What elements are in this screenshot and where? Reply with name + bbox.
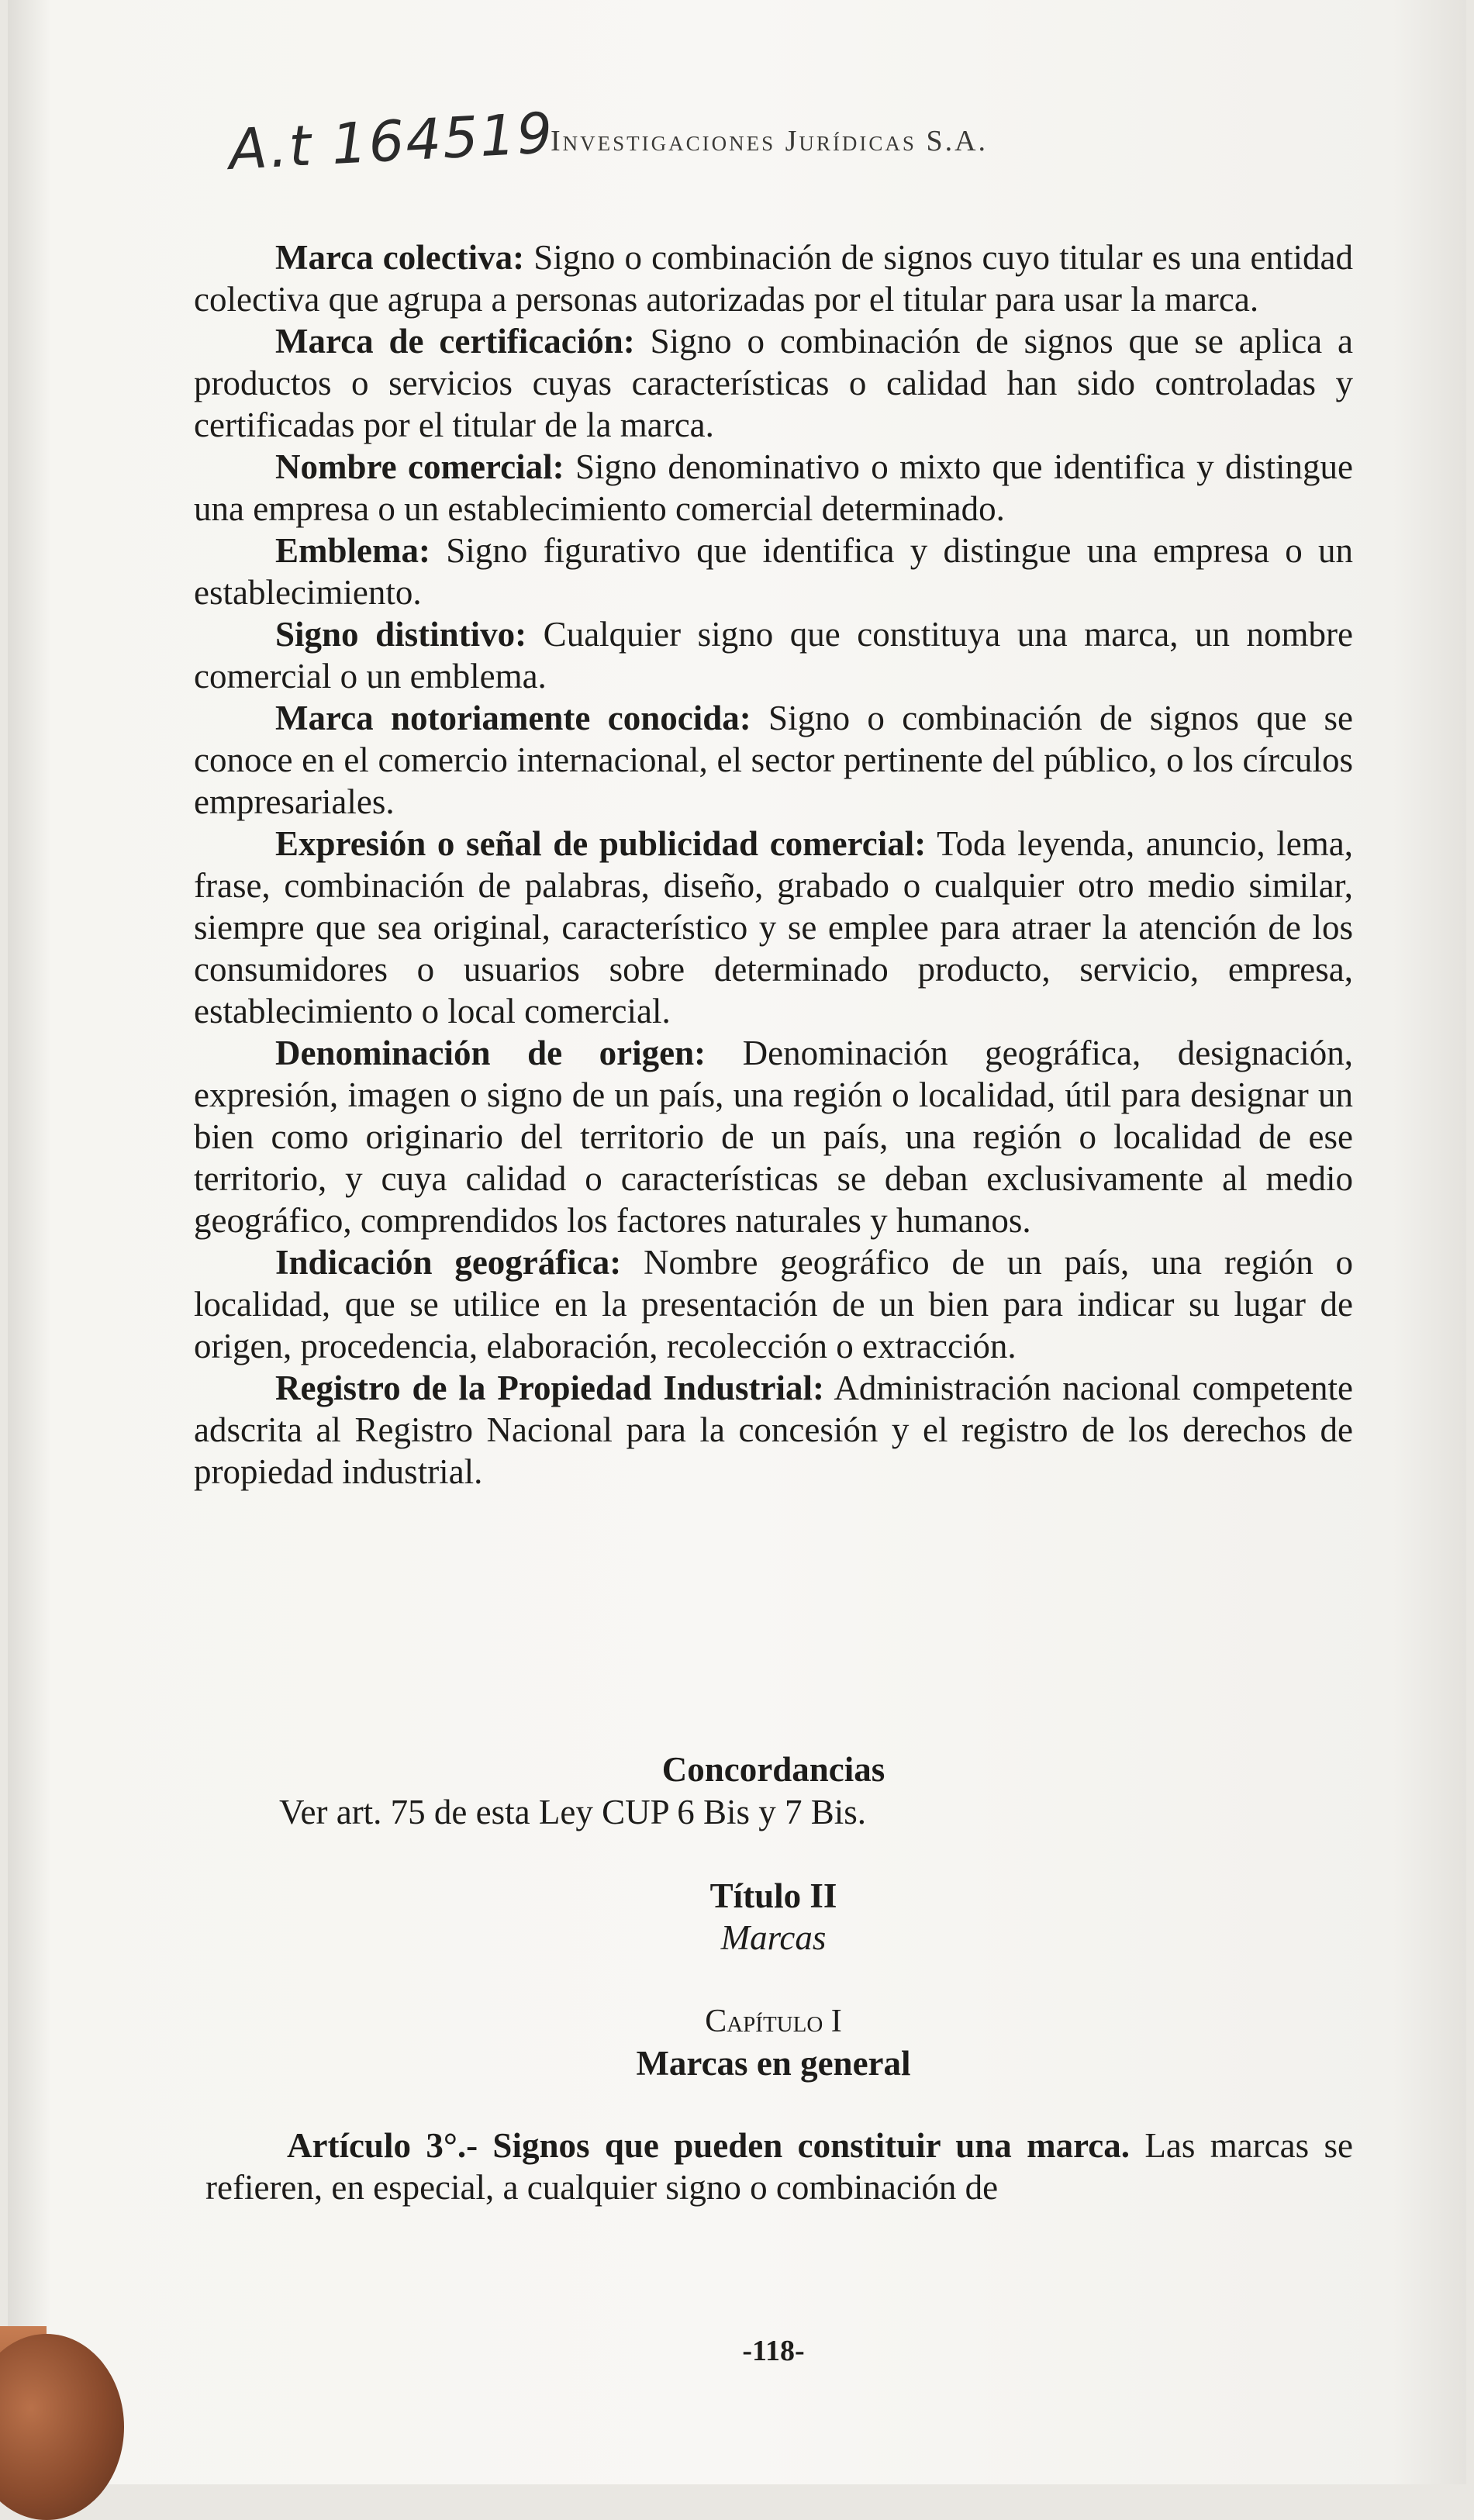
definition-term: Signo distintivo: <box>275 615 527 654</box>
article-heading: Artículo 3°.- Signos que pueden constituir una marca. <box>287 2126 1130 2165</box>
concordancias-text: Ver art. 75 de esta Ley CUP 6 Bis y 7 Bis. <box>279 1793 867 1831</box>
definition-denominacion-origen <box>194 1032 1353 1241</box>
article-paragraph <box>205 2125 1353 2208</box>
definition-text: Administración nacional competente adscrita al Registro Nacional para la concesión y el registro de los derechos de propiedad industrial. <box>194 1369 1353 1491</box>
definition-term: Marca de certificación: <box>275 322 635 361</box>
definition-nombre-comercial <box>194 446 1353 530</box>
definition-text: Signo denominativo o mixto que identifica y distingue una empresa o un establecimiento comercial determinado. <box>194 447 1354 528</box>
definition-emblema <box>194 530 1353 613</box>
titulo-subtitle: Marcas <box>720 1918 827 1957</box>
definition-term: Marca colectiva: <box>275 238 525 277</box>
definition-text: Cualquier signo que constituya una marca, un nombre comercial o un emblema. <box>194 615 1353 696</box>
handwritten-annotation: A.t 164519 <box>227 100 556 182</box>
definition-expresion-publicidad <box>194 823 1353 1032</box>
concordancias-heading: Concordancias <box>661 1750 885 1789</box>
definition-marca-colectiva <box>194 236 1353 320</box>
definition-term: Denominación de origen: <box>275 1034 706 1072</box>
article-text: Las marcas se refieren, en especial, a cualquier signo o combinación de <box>205 2126 1353 2207</box>
definition-text: Denominación geográfica, designación, expresión, imagen o signo de un país, una región o localidad, útil para designar un bien como originario del territorio de un país, una región o localidad de ese territorio, y cuya calidad o características se deban exclusivamente al medio geográfico, comprendidos los factores naturales y humanos. <box>194 1034 1353 1240</box>
book-page <box>8 0 1466 2484</box>
capitulo-heading: Capítulo I <box>705 2004 842 2039</box>
definition-text: Nombre geográfico de un país, una región o localidad, que se utilice en la presentación de un bien para indicar su lugar de origen, procedencia, elaboración, recolección o extracción. <box>194 1243 1354 1365</box>
definition-term: Registro de la Propiedad Industrial: <box>275 1369 824 1407</box>
definition-registro-propiedad <box>194 1367 1353 1493</box>
running-header: Investigaciones Jurídicas S.A. <box>551 125 989 157</box>
definition-marca-certificacion <box>194 320 1353 446</box>
definition-text: Signo figurativo que identifica y distingue una empresa o un establecimiento. <box>194 531 1353 612</box>
definition-term: Marca notoriamente conocida: <box>275 699 751 737</box>
page-number: -118- <box>742 2335 805 2367</box>
definition-text: Signo o combinación de signos que se aplica a productos o servicios cuyas características o calidad han sido controladas y certificadas por el titular de la marca. <box>194 322 1353 444</box>
article-3 <box>205 2125 1353 2208</box>
definitions-list <box>194 236 1353 1493</box>
definition-text: Toda leyenda, anuncio, lema, frase, combinación de palabras, diseño, grabado o cualquier otro medio similar, siempre que sea original, característico y se emplee para atraer la atención de los consumidores o usuarios sobre determinado producto, servicio, empresa, establecimiento o local comercial. <box>194 824 1354 1030</box>
definition-marca-notoria <box>194 697 1353 823</box>
definition-term: Emblema: <box>275 531 430 570</box>
definition-term: Indicación geográfica: <box>275 1243 622 1282</box>
definition-indicacion-geografica <box>194 1241 1353 1367</box>
definition-term: Nombre comercial: <box>275 447 564 486</box>
titulo-heading: Título II <box>709 1876 837 1915</box>
definition-signo-distintivo <box>194 613 1353 697</box>
capitulo-subtitle: Marcas en general <box>636 2044 911 2083</box>
definition-text: Signo o combinación de signos cuyo titular es una entidad colectiva que agrupa a personas autorizadas por el titular para usar la marca. <box>194 238 1353 319</box>
definition-text: Signo o combinación de signos que se conoce en el comercio internacional, el sector pertinente del público, o los círculos empresariales. <box>194 699 1353 821</box>
definition-term: Expresión o señal de publicidad comercial: <box>275 824 927 863</box>
